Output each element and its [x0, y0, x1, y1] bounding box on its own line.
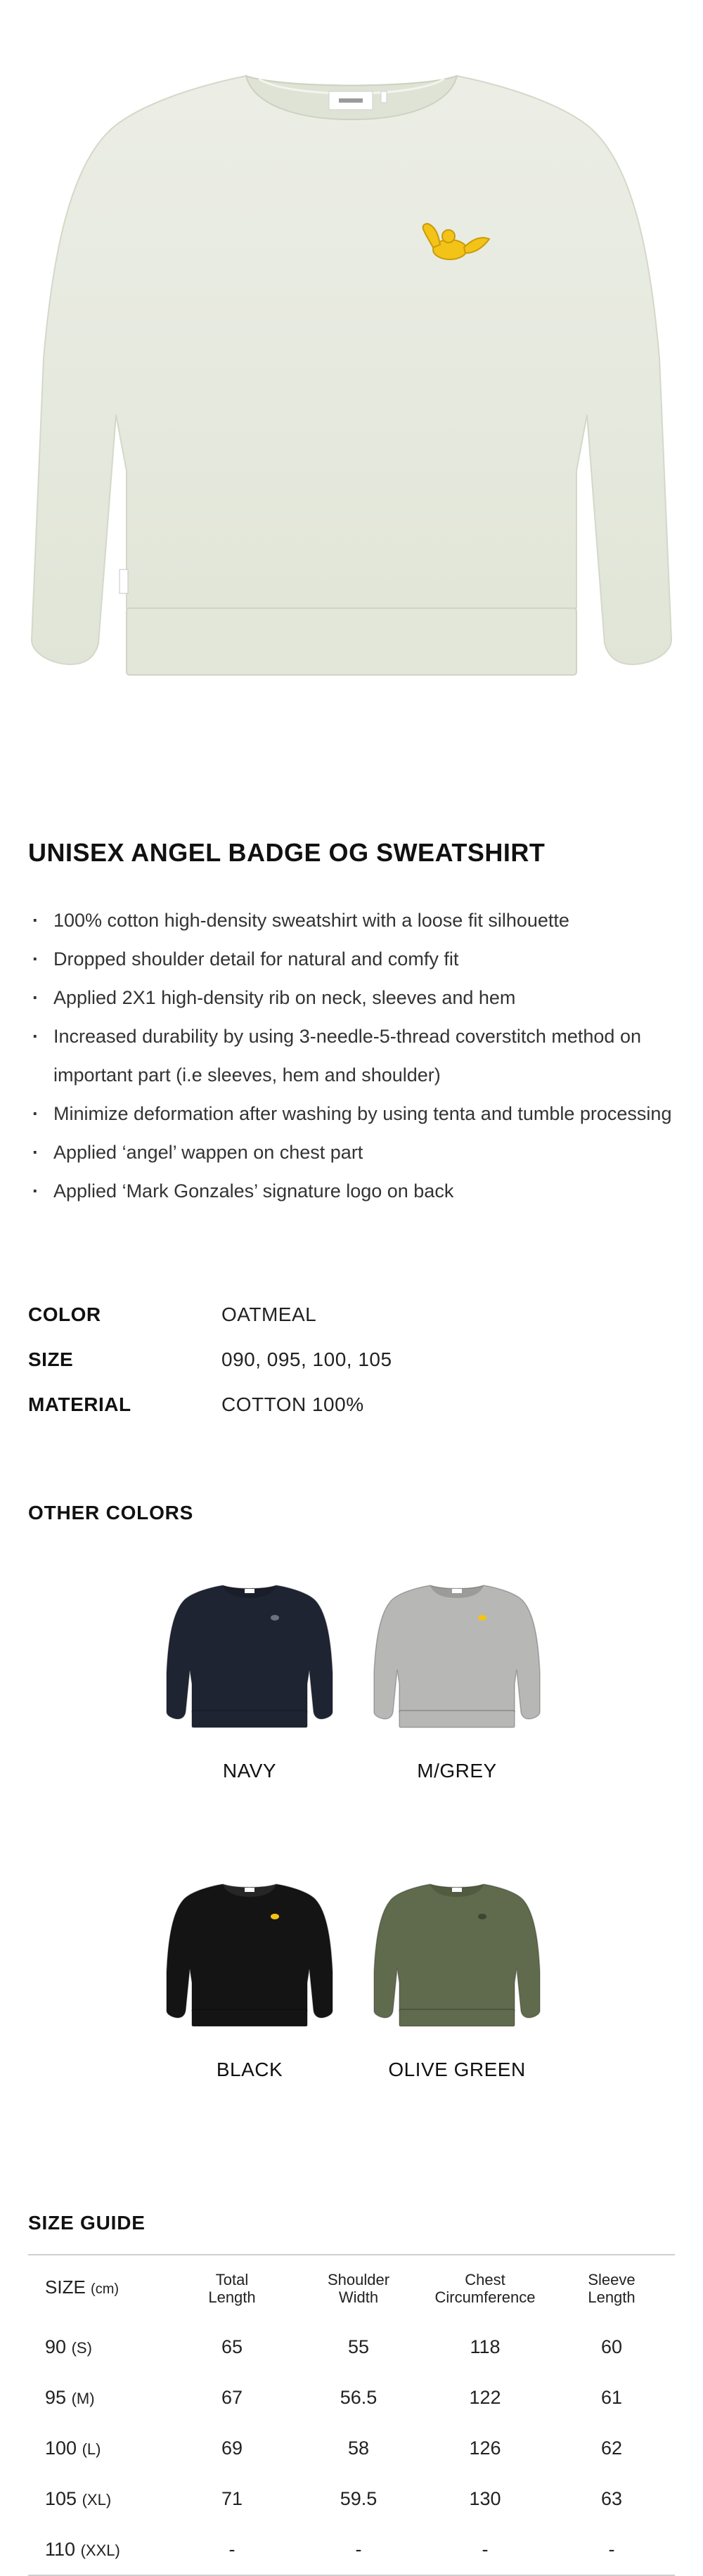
table-cell: 122: [469, 2386, 501, 2408]
table-row: [28, 2423, 675, 2473]
color-swatch-navy[interactable]: [144, 1571, 355, 1810]
color-swatch-m-grey[interactable]: [352, 1571, 562, 1810]
feature-list: [28, 901, 682, 1211]
color-label: BLACK: [216, 2059, 283, 2080]
chest-circumference-header: Chest Circumference: [434, 2271, 536, 2306]
size-table-header: [28, 2255, 675, 2321]
feature-item: · Minimize deformation after washing by using tenta and tumble processing: [28, 1095, 682, 1133]
size-code: (M): [71, 2389, 95, 2407]
size-code: (S): [71, 2338, 92, 2357]
table-cell: 63: [600, 2487, 623, 2509]
table-cell: 60: [600, 2336, 623, 2357]
sweatshirt-thumbnail: [373, 1870, 541, 2032]
size-column-header: [28, 2255, 169, 2321]
table-cell: 58: [347, 2437, 370, 2459]
table-cell: 65: [221, 2336, 243, 2357]
table-cell: 55: [347, 2336, 370, 2357]
size-header-label: SIZE: [45, 2276, 86, 2298]
size-number: 100: [45, 2437, 77, 2459]
hem-rib: [127, 608, 576, 675]
table-cell: -: [355, 2538, 362, 2560]
sweatshirt-thumbnail: [165, 1870, 334, 2032]
table-cell: -: [608, 2538, 615, 2560]
spec-label: MATERIAL: [28, 1393, 131, 1415]
table-cell: -: [482, 2538, 489, 2560]
color-label: NAVY: [222, 1760, 277, 1782]
sleeve-length-header: Sleeve Length: [588, 2271, 636, 2306]
other-colors-title: OTHER COLORS: [28, 1502, 194, 1524]
color-label: M/GREY: [417, 1760, 497, 1782]
color-swatch-black[interactable]: [144, 1870, 355, 2109]
shoulder-width-header: Shoulder Width: [327, 2271, 390, 2306]
color-label: OLIVE GREEN: [388, 2059, 526, 2080]
feature-item: · Applied ‘Mark Gonzales’ signature logo on back: [28, 1172, 682, 1211]
spec-row-color: [28, 1292, 661, 1337]
spec-value: COTTON 100%: [221, 1393, 364, 1415]
sweatshirt-thumbnail: [373, 1571, 541, 1733]
product-specs: [28, 1292, 661, 1427]
table-cell: 59.5: [340, 2487, 378, 2509]
size-number: 90: [45, 2336, 67, 2357]
table-row: [28, 2473, 675, 2524]
table-cell: 130: [469, 2487, 501, 2509]
product-title: UNISEX ANGEL BADGE OG SWEATSHIRT: [28, 838, 546, 867]
size-guide-title: SIZE GUIDE: [28, 2212, 146, 2234]
total-length-header: Total Length: [208, 2271, 256, 2306]
table-cell: -: [228, 2538, 236, 2560]
size-number: 105: [45, 2487, 77, 2509]
size-guide-table: [28, 2254, 675, 2576]
feature-item: · 100% cotton high-density sweatshirt with a loose fit silhouette: [28, 901, 682, 940]
feature-item: · Increased durability by using 3-needle-5-thread coverstitch method on important part (i.e sleeves, hem and shoulder): [28, 1017, 682, 1095]
table-cell: 61: [600, 2386, 623, 2408]
side-tab: [120, 569, 128, 593]
spec-row-size: [28, 1337, 661, 1382]
spec-label: SIZE: [28, 1348, 74, 1370]
spec-value: OATMEAL: [221, 1303, 317, 1325]
spec-label: COLOR: [28, 1303, 101, 1325]
sweatshirt-illustration: [14, 21, 689, 724]
size-code: (XXL): [80, 2541, 120, 2559]
feature-item: · Applied ‘angel’ wappen on chest part: [28, 1133, 682, 1172]
feature-item: · Applied 2X1 high-density rib on neck, sleeves and hem: [28, 979, 682, 1017]
table-cell: 62: [600, 2437, 623, 2459]
table-cell: 69: [221, 2437, 243, 2459]
size-number: 95: [45, 2386, 67, 2408]
size-code: (XL): [82, 2490, 112, 2509]
sweatshirt-thumbnail: [165, 1571, 334, 1733]
spec-row-material: [28, 1382, 661, 1427]
size-code: (L): [82, 2440, 101, 2458]
table-cell: 56.5: [340, 2386, 378, 2408]
table-cell: 71: [221, 2487, 243, 2509]
table-row: [28, 2321, 675, 2372]
spec-value: 090, 095, 100, 105: [221, 1348, 392, 1370]
table-cell: 67: [221, 2386, 243, 2408]
table-row: [28, 2372, 675, 2423]
size-number: 110: [45, 2538, 76, 2560]
table-row: [28, 2524, 675, 2575]
feature-item: · Dropped shoulder detail for natural and comfy fit: [28, 940, 682, 979]
table-cell: 126: [469, 2437, 501, 2459]
table-cell: 118: [470, 2336, 501, 2357]
color-swatch-olive-green[interactable]: [352, 1870, 562, 2109]
size-header-unit: (cm): [91, 2281, 120, 2297]
product-hero-image: [0, 0, 703, 745]
